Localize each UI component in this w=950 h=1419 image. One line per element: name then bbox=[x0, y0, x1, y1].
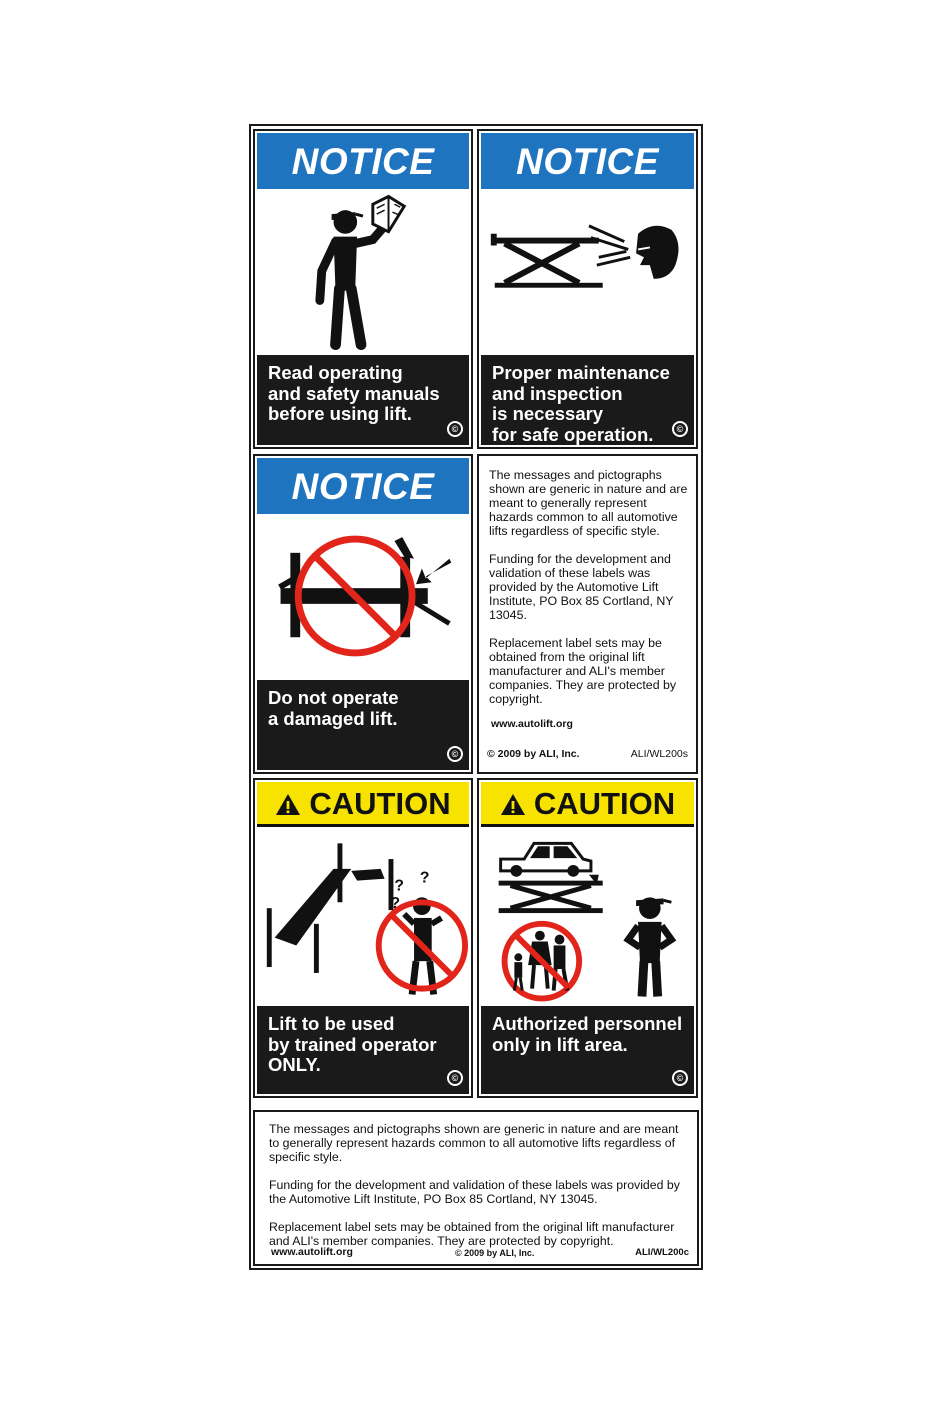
caution-header bbox=[481, 782, 694, 827]
warning-triangle-icon bbox=[275, 784, 301, 828]
notice-message-area bbox=[481, 355, 694, 445]
notice-panel-read-manuals bbox=[253, 129, 473, 449]
damaged-lift-prohibited-icon bbox=[257, 516, 469, 678]
children-in-lift-area-prohibited-icon bbox=[481, 828, 694, 1004]
info-paragraph: Funding for the development and validation of these labels was provided by the Automotive Lift Institute, PO Box 85 Cortland, NY 13045. bbox=[269, 1178, 680, 1206]
copyright-symbol: © bbox=[447, 1070, 463, 1086]
notice-header: NOTICE bbox=[257, 133, 469, 189]
person-reading-manual-icon bbox=[257, 191, 469, 353]
notice-message-area bbox=[257, 355, 469, 445]
label-sheet bbox=[249, 124, 703, 1270]
info-panel-wide bbox=[253, 1110, 699, 1266]
info-paragraph: The messages and pictographs shown are generic in nature and are meant to generally represent hazards common to all automotive lifts regardless of specific style. bbox=[489, 468, 688, 538]
info-paragraph: Replacement label sets may be obtained from the original lift manufacturer and ALI's member companies. They are protected by copyright. bbox=[269, 1220, 675, 1248]
caution-message-text: Lift to be used by trained operator ONLY. bbox=[268, 1013, 437, 1075]
untrained-operator-prohibited-icon bbox=[257, 828, 469, 1004]
website-link[interactable]: www.autolift.org bbox=[491, 718, 573, 730]
label-code: ALI/WL200s bbox=[630, 748, 688, 760]
info-paragraph: Funding for the development and validation of these labels was provided by the Automotive Lift Institute, PO Box 85 Cortland, NY 13045. bbox=[489, 552, 674, 622]
svg-text:?: ? bbox=[394, 877, 405, 895]
notice-message-text: Do not operate a damaged lift. bbox=[268, 687, 399, 729]
info-paragraph: Replacement label sets may be obtained from the original lift manufacturer and ALI's member companies. They are protected by copyright. bbox=[489, 636, 677, 706]
info-text-block bbox=[489, 468, 689, 720]
caution-panel-trained-operator bbox=[253, 778, 473, 1098]
warning-triangle-icon bbox=[500, 784, 526, 828]
caution-header bbox=[257, 782, 469, 827]
caution-message-area bbox=[257, 1006, 469, 1094]
notice-panel-damaged-lift bbox=[253, 454, 473, 774]
notice-header: NOTICE bbox=[257, 458, 469, 514]
caution-message-area bbox=[481, 1006, 694, 1094]
copyright-text: © 2009 by ALI, Inc. bbox=[455, 1248, 535, 1258]
notice-message-text: Read operating and safety manuals before using lift. bbox=[268, 362, 440, 424]
notice-message-area bbox=[257, 680, 469, 770]
copyright-symbol: © bbox=[672, 1070, 688, 1086]
caution-header-text: CAUTION bbox=[533, 786, 676, 821]
copyright-symbol: © bbox=[447, 746, 463, 762]
info-panel-small bbox=[477, 454, 698, 774]
label-code: ALI/WL200c bbox=[635, 1247, 689, 1258]
copyright-text: © 2009 by ALI, Inc. bbox=[487, 748, 580, 760]
caution-header-text: CAUTION bbox=[309, 786, 451, 821]
notice-header: NOTICE bbox=[481, 133, 694, 189]
caution-message-text: Authorized personnel only in lift area. bbox=[492, 1013, 683, 1055]
website-link[interactable]: www.autolift.org bbox=[271, 1246, 353, 1258]
svg-text:?: ? bbox=[419, 869, 430, 887]
caution-panel-authorized-personnel bbox=[477, 778, 698, 1098]
svg-text:?: ? bbox=[390, 895, 401, 913]
copyright-symbol: © bbox=[447, 421, 463, 437]
copyright-symbol: © bbox=[672, 421, 688, 437]
info-paragraph: The messages and pictographs shown are generic in nature and are meant to generally represent hazards common to all automotive lifts regardless of specific style. bbox=[269, 1122, 679, 1164]
info-text-block bbox=[269, 1122, 691, 1262]
notice-panel-maintenance bbox=[477, 129, 698, 449]
notice-message-text: Proper maintenance and inspection is necessary for safe operation. bbox=[492, 362, 670, 445]
scissor-lift-inspection-icon bbox=[481, 191, 694, 353]
